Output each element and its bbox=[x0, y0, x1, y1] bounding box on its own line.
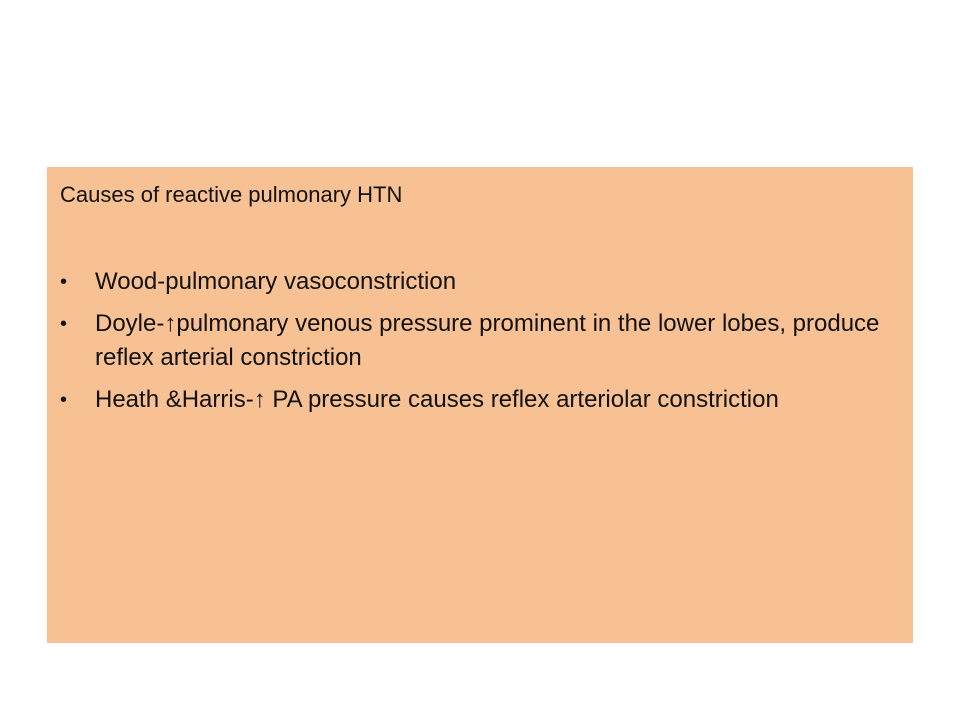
bullet-icon: • bbox=[60, 389, 68, 411]
bullet-text: Wood-pulmonary vasoconstriction bbox=[95, 268, 457, 295]
bullet-item-wood bbox=[60, 265, 900, 299]
bullet-icon: • bbox=[60, 313, 68, 335]
bullet-item-doyle bbox=[60, 307, 900, 375]
slide-heading: Causes of reactive pulmonary HTN bbox=[60, 182, 403, 207]
bullet-list bbox=[60, 265, 901, 417]
bullet-item-heath-harris bbox=[60, 383, 900, 417]
content-box bbox=[47, 167, 913, 643]
bullet-text: Heath &Harris-↑ PA pressure causes reflex arteriolar constriction bbox=[95, 386, 779, 413]
bullet-icon: • bbox=[60, 271, 68, 293]
bullet-text: Doyle-↑pulmonary venous pressure prominent in the lower lobes, produce reflex arterial constriction bbox=[95, 310, 880, 371]
